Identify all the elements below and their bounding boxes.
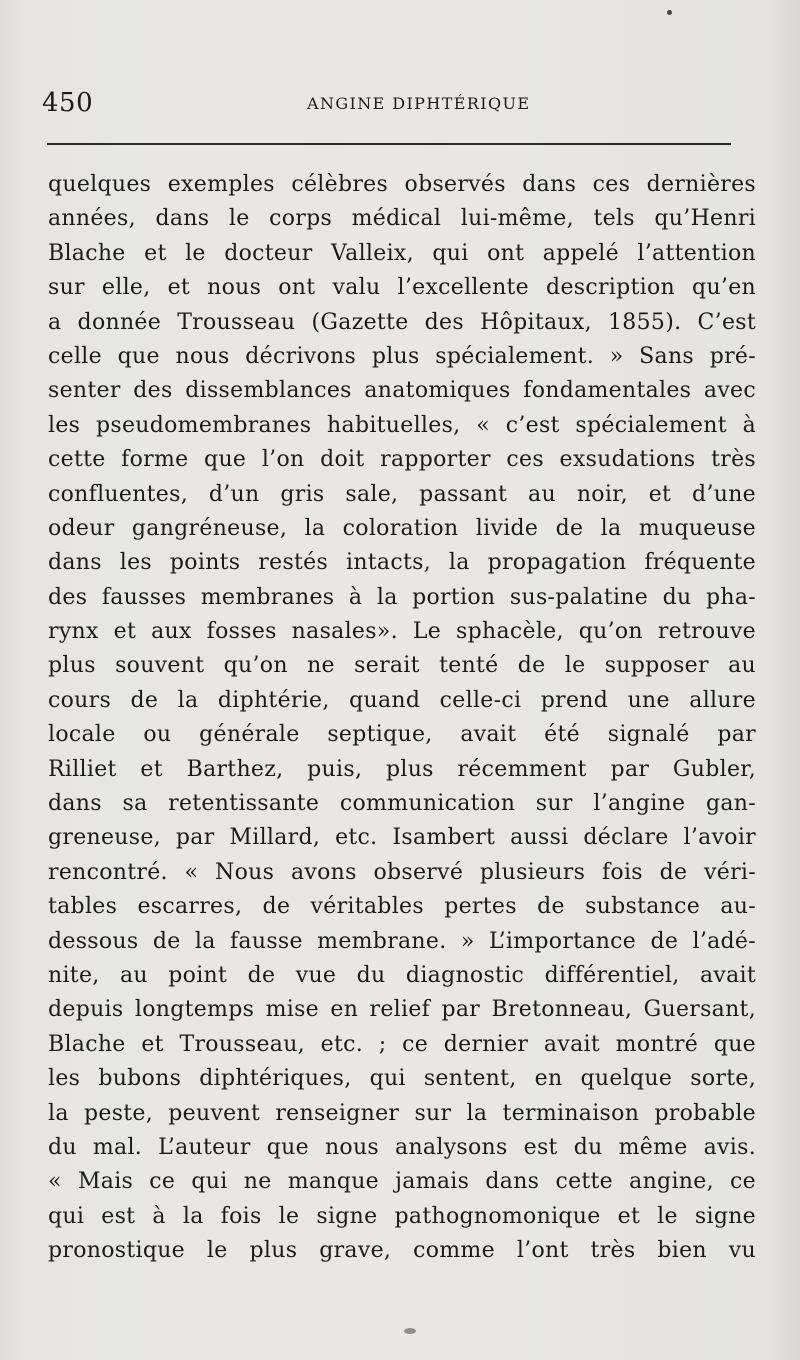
text-line: la peste, peuvent renseigner sur la terminaison probable: [48, 1100, 756, 1126]
text-line: sur elle, et nous ont valu l’excellente description qu’en: [48, 275, 756, 301]
text-line: Blache et le docteur Valleix, qui ont appelé l’attention: [48, 240, 756, 266]
ink-smudge: [404, 1328, 416, 1334]
header-rule: [47, 143, 731, 145]
text-line: dessous de la fausse membrane. » L’importance de l’adé-: [48, 928, 756, 954]
text-line: Rilliet et Barthez, puis, plus récemment par Gubler,: [48, 756, 756, 782]
text-line: odeur gangréneuse, la coloration livide de la muqueuse: [48, 515, 756, 541]
text-line: Blache et Trousseau, etc. ; ce dernier avait montré que: [48, 1031, 756, 1057]
text-line: depuis longtemps mise en relief par Bretonneau, Guersant,: [48, 997, 756, 1023]
text-line: années, dans le corps médical lui-même, tels qu’Henri: [48, 206, 756, 232]
text-line: pronostique le plus grave, comme l’ont très bien vu: [48, 1238, 756, 1264]
page-number: 450: [42, 88, 94, 118]
ink-speck: [667, 10, 672, 15]
text-line: dans sa retentissante communication sur l’angine gan-: [48, 791, 756, 817]
text-line: les pseudomembranes habituelles, « c’est spécialement à: [48, 412, 756, 438]
text-line: des fausses membranes à la portion sus-palatine du pha-: [48, 584, 756, 610]
text-line: dans les points restés intacts, la propagation fréquente: [48, 550, 756, 576]
text-line: rynx et aux fosses nasales». Le sphacèle, qu’on retrouve: [48, 619, 756, 645]
text-line: locale ou générale septique, avait été signalé par: [48, 722, 756, 748]
text-line: les bubons diphtériques, qui sentent, en quelque sorte,: [48, 1066, 756, 1092]
text-line: du mal. L’auteur que nous analysons est du même avis.: [48, 1134, 756, 1160]
text-line: cours de la diphtérie, quand celle-ci prend une allure: [48, 687, 756, 713]
text-line: nite, au point de vue du diagnostic différentiel, avait: [48, 962, 756, 988]
page-header: [40, 87, 760, 121]
text-line: « Mais ce qui ne manque jamais dans cette angine, ce: [48, 1169, 756, 1195]
text-line: qui est à la fois le signe pathognomonique et le signe: [48, 1203, 756, 1229]
text-line: tables escarres, de véritables pertes de substance au-: [48, 894, 756, 920]
text-line: greneuse, par Millard, etc. Isambert aussi déclare l’avoir: [48, 825, 756, 851]
text-line: rencontré. « Nous avons observé plusieurs fois de véri-: [48, 859, 756, 885]
text-line: a donnée Trousseau (Gazette des Hôpitaux, 1855). C’est: [48, 309, 756, 335]
text-line: celle que nous décrivons plus spécialement. » Sans pré-: [48, 343, 756, 369]
text-line: senter des dissemblances anatomiques fondamentales avec: [48, 378, 756, 404]
body-text: [48, 168, 756, 1269]
running-head: ANGINE DIPHTÉRIQUE: [307, 94, 531, 113]
text-line: plus souvent qu’on ne serait tenté de le supposer au: [48, 653, 756, 679]
text-line: confluentes, d’un gris sale, passant au noir, et d’une: [48, 481, 756, 507]
text-line: cette forme que l’on doit rapporter ces exsudations très: [48, 447, 756, 473]
text-line: quelques exemples célèbres observés dans ces dernières: [48, 172, 756, 197]
